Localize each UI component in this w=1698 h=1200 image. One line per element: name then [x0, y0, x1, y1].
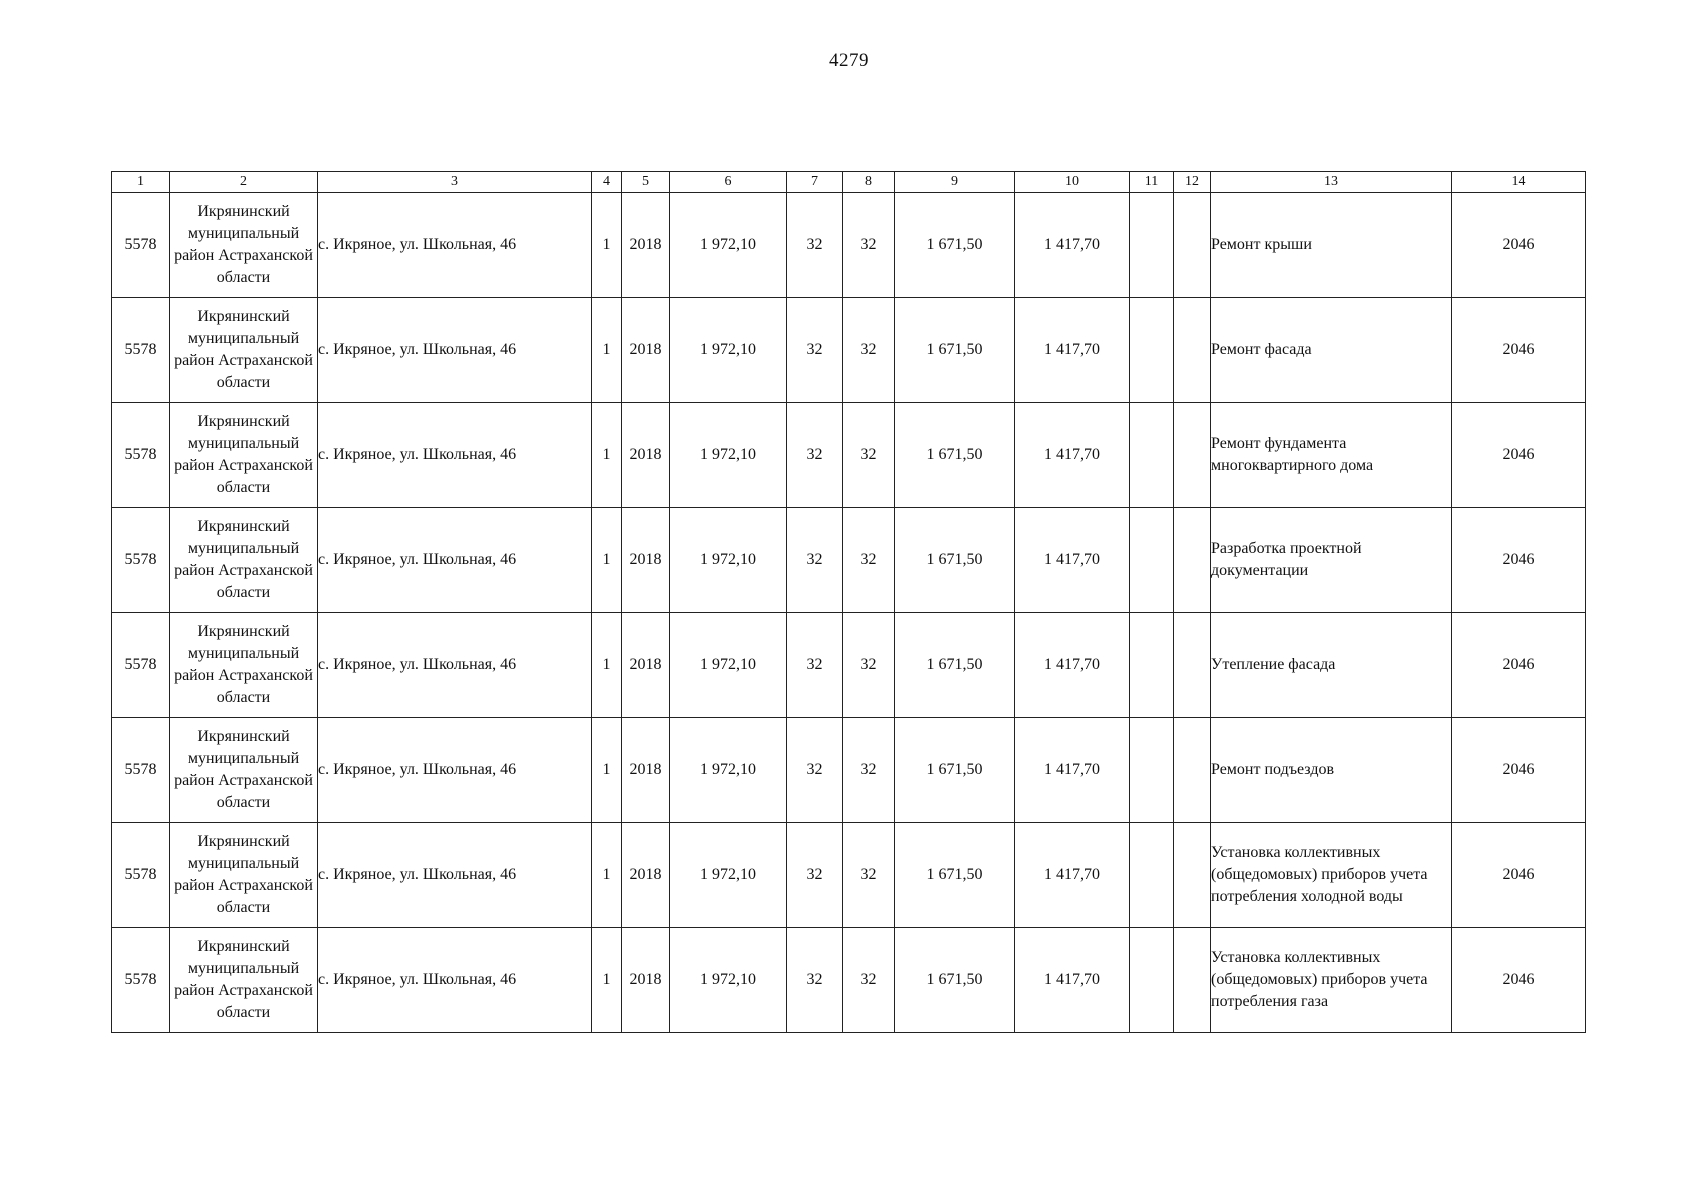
- column-number: 7: [787, 172, 843, 193]
- area-cell: 1 671,50: [895, 613, 1015, 718]
- col12-cell: [1174, 193, 1211, 298]
- plan-year-cell: 2046: [1452, 298, 1586, 403]
- year-cell: 2018: [622, 193, 670, 298]
- col7-cell: 32: [787, 508, 843, 613]
- area-cell: 1 671,50: [895, 298, 1015, 403]
- plan-year-cell: 2046: [1452, 613, 1586, 718]
- living-area-cell: 1 417,70: [1015, 613, 1130, 718]
- col8-cell: 32: [843, 298, 895, 403]
- plan-year-cell: 2046: [1452, 823, 1586, 928]
- work-type-cell: Установка коллективных (общедомовых) приборов учета потребления холодной воды: [1211, 823, 1452, 928]
- col7-cell: 32: [787, 718, 843, 823]
- col12-cell: [1174, 823, 1211, 928]
- record-number-cell: 5578: [112, 193, 170, 298]
- living-area-cell: 1 417,70: [1015, 823, 1130, 928]
- col8-cell: 32: [843, 613, 895, 718]
- plan-year-cell: 2046: [1452, 928, 1586, 1033]
- table-row: [112, 613, 1586, 718]
- col12-cell: [1174, 298, 1211, 403]
- table-row: [112, 403, 1586, 508]
- address-cell: с. Икряное, ул. Школьная, 46: [318, 403, 592, 508]
- table-row: [112, 928, 1586, 1033]
- work-type-cell: Утепление фасада: [1211, 613, 1452, 718]
- address-cell: с. Икряное, ул. Школьная, 46: [318, 508, 592, 613]
- col12-cell: [1174, 718, 1211, 823]
- area-cell: 1 671,50: [895, 718, 1015, 823]
- col12-cell: [1174, 508, 1211, 613]
- table-row: [112, 193, 1586, 298]
- table-row: [112, 718, 1586, 823]
- column-number: 14: [1452, 172, 1586, 193]
- column-number: 1: [112, 172, 170, 193]
- work-type-cell: Ремонт фасада: [1211, 298, 1452, 403]
- record-number-cell: 5578: [112, 718, 170, 823]
- area-cell: 1 671,50: [895, 508, 1015, 613]
- record-number-cell: 5578: [112, 928, 170, 1033]
- work-type-cell: Ремонт подъездов: [1211, 718, 1452, 823]
- record-number-cell: 5578: [112, 298, 170, 403]
- living-area-cell: 1 417,70: [1015, 718, 1130, 823]
- year-cell: 2018: [622, 298, 670, 403]
- living-area-cell: 1 417,70: [1015, 928, 1130, 1033]
- address-cell: с. Икряное, ул. Школьная, 46: [318, 193, 592, 298]
- col11-cell: [1130, 298, 1174, 403]
- column-number: 5: [622, 172, 670, 193]
- total-area-cell: 1 972,10: [670, 508, 787, 613]
- column-number: 10: [1015, 172, 1130, 193]
- living-area-cell: 1 417,70: [1015, 193, 1130, 298]
- total-area-cell: 1 972,10: [670, 193, 787, 298]
- col7-cell: 32: [787, 823, 843, 928]
- year-cell: 2018: [622, 613, 670, 718]
- page-number: 4279: [829, 50, 869, 71]
- record-number-cell: 5578: [112, 823, 170, 928]
- col8-cell: 32: [843, 193, 895, 298]
- plan-year-cell: 2046: [1452, 718, 1586, 823]
- column-number: 3: [318, 172, 592, 193]
- capital-repair-table: [111, 171, 1586, 1033]
- address-cell: с. Икряное, ул. Школьная, 46: [318, 718, 592, 823]
- plan-year-cell: 2046: [1452, 508, 1586, 613]
- col11-cell: [1130, 193, 1174, 298]
- record-number-cell: 5578: [112, 508, 170, 613]
- col11-cell: [1130, 718, 1174, 823]
- plan-year-cell: 2046: [1452, 193, 1586, 298]
- record-number-cell: 5578: [112, 613, 170, 718]
- address-cell: с. Икряное, ул. Школьная, 46: [318, 928, 592, 1033]
- table-row: [112, 508, 1586, 613]
- year-cell: 2018: [622, 508, 670, 613]
- living-area-cell: 1 417,70: [1015, 403, 1130, 508]
- col4-cell: 1: [592, 508, 622, 613]
- area-cell: 1 671,50: [895, 193, 1015, 298]
- col4-cell: 1: [592, 298, 622, 403]
- col12-cell: [1174, 613, 1211, 718]
- year-cell: 2018: [622, 403, 670, 508]
- col8-cell: 32: [843, 508, 895, 613]
- col4-cell: 1: [592, 928, 622, 1033]
- column-number: 9: [895, 172, 1015, 193]
- district-cell: Икрянинский муниципальный район Астраханской области: [170, 403, 318, 508]
- column-number: 4: [592, 172, 622, 193]
- work-type-cell: Разработка проектной документации: [1211, 508, 1452, 613]
- col8-cell: 32: [843, 928, 895, 1033]
- address-cell: с. Икряное, ул. Школьная, 46: [318, 613, 592, 718]
- work-type-cell: Ремонт фундамента многоквартирного дома: [1211, 403, 1452, 508]
- col12-cell: [1174, 403, 1211, 508]
- col11-cell: [1130, 403, 1174, 508]
- col4-cell: 1: [592, 613, 622, 718]
- col7-cell: 32: [787, 298, 843, 403]
- table-row: [112, 298, 1586, 403]
- district-cell: Икрянинский муниципальный район Астраханской области: [170, 928, 318, 1033]
- column-number: 12: [1174, 172, 1211, 193]
- col12-cell: [1174, 928, 1211, 1033]
- district-cell: Икрянинский муниципальный район Астраханской области: [170, 823, 318, 928]
- col8-cell: 32: [843, 718, 895, 823]
- year-cell: 2018: [622, 718, 670, 823]
- address-cell: с. Икряное, ул. Школьная, 46: [318, 823, 592, 928]
- total-area-cell: 1 972,10: [670, 298, 787, 403]
- district-cell: Икрянинский муниципальный район Астраханской области: [170, 508, 318, 613]
- col11-cell: [1130, 613, 1174, 718]
- area-cell: 1 671,50: [895, 403, 1015, 508]
- column-number-row: [112, 172, 1586, 193]
- col8-cell: 32: [843, 403, 895, 508]
- col11-cell: [1130, 928, 1174, 1033]
- col4-cell: 1: [592, 403, 622, 508]
- col8-cell: 32: [843, 823, 895, 928]
- col4-cell: 1: [592, 823, 622, 928]
- col7-cell: 32: [787, 928, 843, 1033]
- total-area-cell: 1 972,10: [670, 928, 787, 1033]
- district-cell: Икрянинский муниципальный район Астраханской области: [170, 193, 318, 298]
- col4-cell: 1: [592, 718, 622, 823]
- work-type-cell: Ремонт крыши: [1211, 193, 1452, 298]
- col7-cell: 32: [787, 403, 843, 508]
- total-area-cell: 1 972,10: [670, 823, 787, 928]
- record-number-cell: 5578: [112, 403, 170, 508]
- living-area-cell: 1 417,70: [1015, 508, 1130, 613]
- column-number: 6: [670, 172, 787, 193]
- work-type-cell: Установка коллективных (общедомовых) приборов учета потребления газа: [1211, 928, 1452, 1033]
- col11-cell: [1130, 508, 1174, 613]
- column-number: 8: [843, 172, 895, 193]
- year-cell: 2018: [622, 928, 670, 1033]
- area-cell: 1 671,50: [895, 928, 1015, 1033]
- area-cell: 1 671,50: [895, 823, 1015, 928]
- column-number: 13: [1211, 172, 1452, 193]
- total-area-cell: 1 972,10: [670, 613, 787, 718]
- column-number: 2: [170, 172, 318, 193]
- address-cell: с. Икряное, ул. Школьная, 46: [318, 298, 592, 403]
- total-area-cell: 1 972,10: [670, 718, 787, 823]
- table-row: [112, 823, 1586, 928]
- living-area-cell: 1 417,70: [1015, 298, 1130, 403]
- district-cell: Икрянинский муниципальный район Астраханской области: [170, 613, 318, 718]
- total-area-cell: 1 972,10: [670, 403, 787, 508]
- district-cell: Икрянинский муниципальный район Астраханской области: [170, 718, 318, 823]
- col7-cell: 32: [787, 193, 843, 298]
- col11-cell: [1130, 823, 1174, 928]
- col4-cell: 1: [592, 193, 622, 298]
- plan-year-cell: 2046: [1452, 403, 1586, 508]
- year-cell: 2018: [622, 823, 670, 928]
- column-number: 11: [1130, 172, 1174, 193]
- col7-cell: 32: [787, 613, 843, 718]
- district-cell: Икрянинский муниципальный район Астраханской области: [170, 298, 318, 403]
